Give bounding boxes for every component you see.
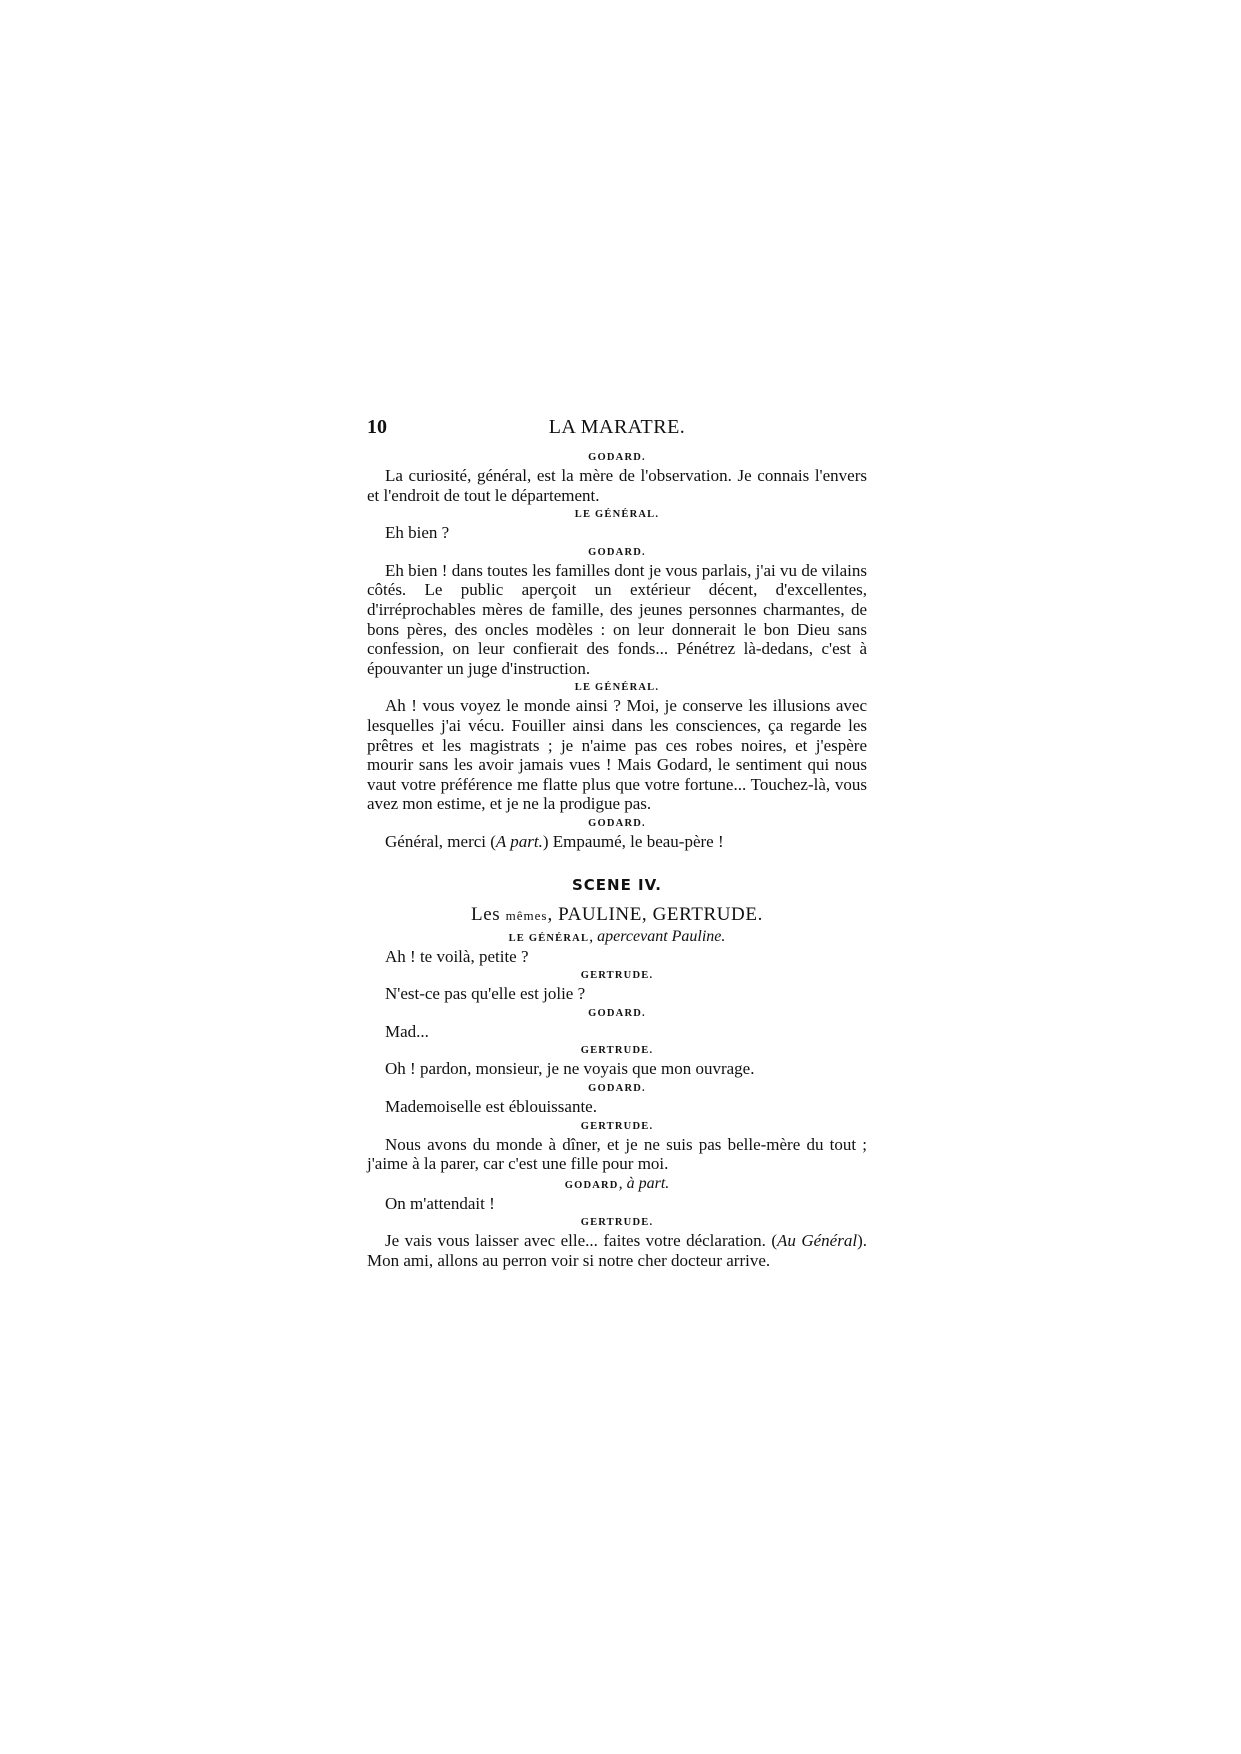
- running-head: [367, 418, 867, 446]
- scene-heading: SCENE IV.: [571, 875, 663, 894]
- speech-text: Je vais vous laisser avec elle... faites votre déclaration. (: [385, 1231, 777, 1251]
- cast-names: , PAULINE, GERTRUDE.: [547, 904, 763, 926]
- speaker-name: GERTRUDE.: [580, 1045, 654, 1057]
- speaker-name: GODARD.: [588, 1007, 646, 1019]
- stage-direction: Au Général: [777, 1231, 858, 1251]
- page-text-block: [367, 418, 867, 1271]
- speaker-label: LE GÉNÉRAL: [508, 932, 590, 944]
- speech-text: Général, merci (: [385, 831, 496, 851]
- speech-text: ). Mon ami, allons au perron voir si notre cher docteur arrive.: [367, 1231, 867, 1271]
- speech-line: N'est-ce pas qu'elle est jolie ?: [385, 984, 586, 1004]
- speaker-name: LE GÉNÉRAL.: [574, 682, 660, 694]
- speech-line: On m'attendait !: [385, 1193, 495, 1213]
- speech-line: La curiosité, général, est la mère de l'observation. Je connais l'envers et l'endroit de tout le département.: [367, 466, 867, 505]
- speaker-name: GODARD.: [588, 817, 646, 829]
- speech-line: Mad...: [385, 1021, 429, 1041]
- speaker-name: GODARD.: [588, 1083, 646, 1095]
- stage-direction: A part.: [495, 831, 543, 851]
- speech-line: Eh bien ! dans toutes les familles dont je vous parlais, j'ai vu de vilains côtés. Le public aperçoit un extérieur décent, d'excellentes, d'irréprochables mères de famille, des jeunes personnes charmantes, de bons pères, des oncles modèles : on leur donnerait le bon Dieu sans confession, on leur confierait des fonds... Pénétrez là-dedans, c'est à épouvanter un juge d'instruction.: [367, 560, 867, 678]
- speech-line: Nous avons du monde à dîner, et je ne suis pas belle-mère du tout ; j'aime à la parer, car c'est une fille pour moi.: [367, 1134, 867, 1174]
- stage-direction: , apercevant Pauline.: [589, 927, 726, 945]
- speech-line: Ah ! te voilà, petite ?: [385, 946, 529, 966]
- speech-line: Eh bien ?: [385, 523, 450, 543]
- speaker-name: GERTRUDE.: [580, 1217, 654, 1229]
- speaker-label: GODARD: [564, 1179, 619, 1191]
- speech-line: Ah ! vous voyez le monde ainsi ? Moi, je conserve les illusions avec lesquelles j'ai vécu. Fouiller ainsi dans les consciences, ça regarde les prêtres et les magistrats ; je n'aime pas ces robes noires, et j'espère mourir sans les avoir jamais vues ! Mais Godard, le sentiment qui nous vaut votre préférence me flatte plus que votre fortune... Touchez-là, vous avez mon estime, et je ne la prodigue pas.: [367, 696, 867, 814]
- speech-line: [367, 1231, 867, 1270]
- cast-memes: mêmes: [505, 908, 548, 924]
- speaker-name: GODARD.: [588, 452, 646, 463]
- scene-cast: [367, 905, 867, 926]
- speech-text: ) Empaumé, le beau-père !: [542, 831, 724, 851]
- speaker-name: [367, 929, 867, 947]
- speaker-name: [367, 1176, 867, 1194]
- speaker-name: GERTRUDE.: [580, 1120, 654, 1132]
- speech-line: Oh ! pardon, monsieur, je ne voyais que mon ouvrage.: [385, 1059, 755, 1079]
- speaker-name: LE GÉNÉRAL.: [574, 509, 660, 521]
- cast-prefix: Les: [471, 904, 506, 926]
- stage-direction: , à part.: [618, 1174, 670, 1192]
- speech-line: [367, 832, 867, 852]
- speaker-name: GERTRUDE.: [580, 970, 654, 982]
- book-title: LA MARATRE.: [548, 416, 686, 438]
- page-number: 10: [367, 416, 387, 438]
- speech-line: Mademoiselle est éblouissante.: [385, 1097, 597, 1117]
- speaker-name: GODARD.: [588, 546, 646, 558]
